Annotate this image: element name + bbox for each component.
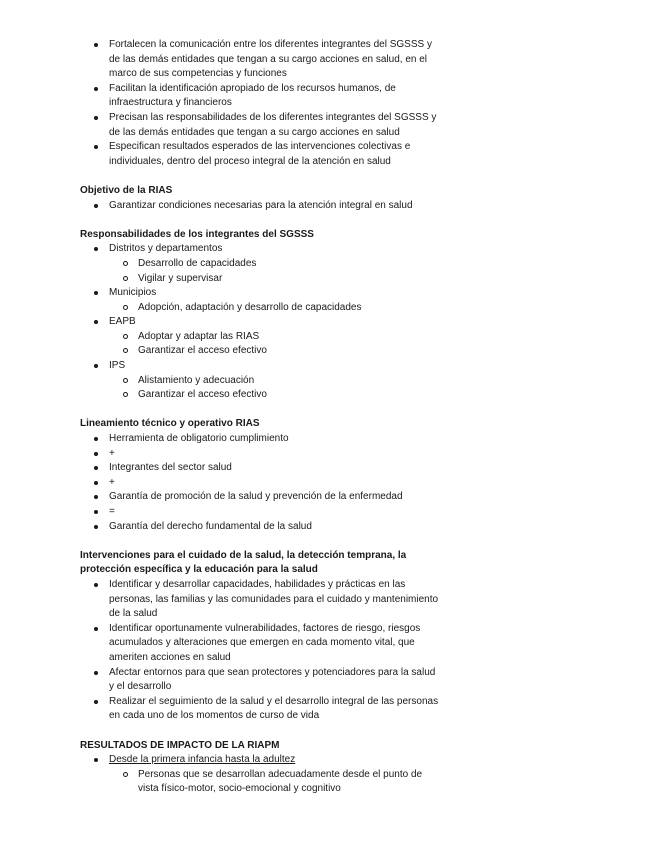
list-item (109, 242, 440, 286)
list-item: Precisan las responsabilidades de los diferentes integrantes del SGSSS y de las demás entidades que tengan a su cargo acciones en salud (109, 111, 440, 140)
list-item (109, 286, 440, 315)
list-item (109, 315, 440, 359)
section-heading-lineamiento: Lineamiento técnico y operativo RIAS (80, 418, 260, 430)
list-item-label: IPS (109, 360, 126, 372)
sub-list (109, 768, 440, 797)
list-item: Garantía de promoción de la salud y prevención de la enfermedad (109, 490, 440, 505)
section-heading-intervenciones: Intervenciones para el cuidado de la salud, la detección temprana, la protección específica y la educación para la salud (80, 549, 407, 576)
sub-list (109, 257, 440, 286)
list-item: Herramienta de obligatorio cumplimiento (109, 432, 440, 447)
list-item: Identificar oportunamente vulnerabilidades, factores de riesgo, riesgos acumulados y alteraciones que emergen en cada momento vital, que ameriten acciones en salud (109, 622, 440, 666)
sub-list-item: Garantizar el acceso efectivo (138, 344, 440, 359)
sub-list (109, 374, 440, 403)
sub-list-item: Garantizar el acceso efectivo (138, 388, 440, 403)
intervenciones-list (80, 578, 440, 724)
list-item: Identificar y desarrollar capacidades, habilidades y prácticas en las personas, las familias y las comunidades para el cuidado y mantenimiento de la salud (109, 578, 440, 622)
sub-list-item: Personas que se desarrollan adecuadamente desde el punto de vista físico-motor, socio-emocional y cognitivo (138, 768, 440, 797)
list-item: Garantizar condiciones necesarias para la atención integral en salud (109, 199, 440, 214)
list-item: Especifican resultados esperados de las intervenciones colectivas e individuales, dentro del proceso integral de la atención en salud (109, 140, 440, 169)
list-item (109, 359, 440, 403)
list-item: + (109, 447, 440, 462)
sub-list-item: Desarrollo de capacidades (138, 257, 440, 272)
list-item: + (109, 476, 440, 491)
section-heading-responsabilidades: Responsabilidades de los integrantes del SGSSS (80, 228, 314, 240)
list-item: = (109, 505, 440, 520)
sub-list-item: Alistamiento y adecuación (138, 374, 440, 389)
list-item: Afectar entornos para que sean protectores y potenciadores para la salud y el desarrollo (109, 666, 440, 695)
sub-list (109, 330, 440, 359)
list-item: Integrantes del sector salud (109, 461, 440, 476)
list-item: Garantía del derecho fundamental de la salud (109, 520, 440, 535)
resultados-list (80, 753, 440, 797)
list-item (109, 753, 440, 797)
objetivo-list (80, 199, 440, 214)
sub-list (109, 301, 440, 316)
list-item-label: EAPB (109, 316, 136, 328)
list-item: Facilitan la identificación apropiado de los recursos humanos, de infraestructura y financieros (109, 82, 440, 111)
list-item-label: Desde la primera infancia hasta la adultez (109, 754, 296, 766)
lineamiento-list (80, 432, 440, 534)
responsabilidades-list (80, 242, 440, 403)
sub-list-item: Adoptar y adaptar las RIAS (138, 330, 440, 345)
section-heading-resultados: RESULTADOS DE IMPACTO DE LA RIAPM (80, 739, 280, 751)
list-item-label: Municipios (109, 287, 157, 299)
sub-list-item: Adopción, adaptación y desarrollo de capacidades (138, 301, 440, 316)
document-content (80, 38, 440, 797)
list-item-label: Distritos y departamentos (109, 243, 223, 255)
intro-list (80, 38, 440, 169)
list-item: Fortalecen la comunicación entre los diferentes integrantes del SGSSS y de las demás entidades que tengan a su cargo acciones en salud, en el marco de sus competencias y funciones (109, 38, 440, 82)
sub-list-item: Vigilar y supervisar (138, 272, 440, 287)
list-item: Realizar el seguimiento de la salud y el desarrollo integral de las personas en cada uno de los momentos de curso de vida (109, 695, 440, 724)
section-heading-objetivo: Objetivo de la RIAS (80, 184, 173, 196)
